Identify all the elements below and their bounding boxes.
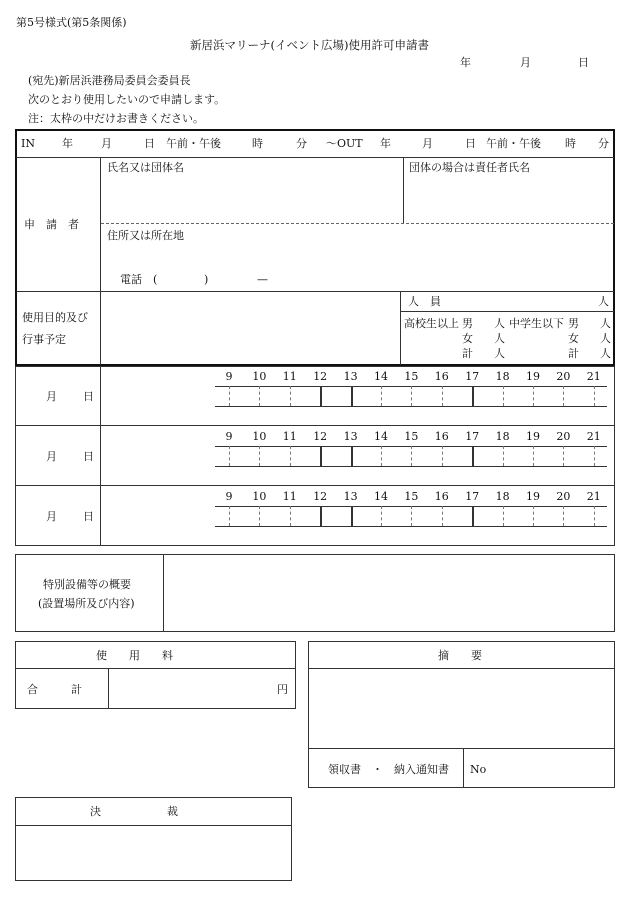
name-field[interactable]: 氏名又は団体名 [107,161,184,174]
note-text: 注：太枠の中だけお書きください。 [28,112,204,125]
people-total-unit: 人 [598,295,609,308]
hour-tick-label: 11 [282,490,297,503]
hour-tick-label: 16 [434,370,449,383]
hour-tick-label: 21 [586,490,601,503]
hour-tick-label: 12 [313,430,328,443]
in-ampm-field[interactable]: 午前・午後 [166,137,221,150]
fee-total-label: 合 計 [27,683,82,696]
hour-tick-label: 19 [526,370,540,383]
address-field[interactable]: 住所又は所在地 [107,229,184,242]
hs-female-label: 女 [462,332,473,345]
page-title: 新居浜マリーナ(イベント広場)使用許可申請書 [190,38,429,52]
out-ampm-field[interactable]: 午前・午後 [486,137,541,150]
js-female-label: 女 [568,332,579,345]
hour-tick-label: 18 [495,370,510,383]
out-hour-field[interactable]: 時 [565,137,576,150]
hs-total-unit: 人 [494,347,505,360]
hs-female-unit: 人 [494,332,505,345]
hour-tick-label: 13 [343,490,358,503]
summary-field[interactable] [310,670,613,747]
time-scale-line [215,406,607,407]
hour-tick-label: 10 [252,430,267,443]
time-scale-line [215,526,607,527]
hour-tick-label: 13 [343,370,358,383]
representative-field[interactable]: 団体の場合は責任者氏名 [409,161,530,174]
hour-tick-label: 11 [282,430,297,443]
people-label: 人 員 [408,295,441,308]
hour-tick-label: 13 [343,430,358,443]
high-school-label: 高校生以上 [404,317,459,330]
time-range-selector[interactable] [215,386,607,406]
receipt-no-label: No [470,763,487,776]
summary-title: 摘 要 [438,649,482,662]
schedule-day-field[interactable]: 日 [83,390,94,403]
purpose-label-1: 使用目的及び [22,311,88,324]
time-range-selector[interactable] [215,446,607,466]
receipt-label: 領収書 ・ 納入通知書 [328,763,449,776]
hour-tick-label: 15 [404,430,419,443]
purpose-label-2: 行事予定 [22,333,66,346]
hs-male-label: 男 [462,317,473,330]
in-year-field[interactable]: 年 [62,137,73,150]
phone-label: 電話 [120,273,142,286]
hour-tick-label: 17 [465,370,480,383]
hour-tick-label: 11 [282,370,297,383]
hour-tick-label: 17 [465,430,480,443]
fee-title: 使 用 料 [96,649,173,662]
hour-tick-label: 9 [225,370,233,383]
js-female-unit: 人 [600,332,611,345]
out-year-field[interactable]: 年 [380,137,391,150]
hour-tick-label: 21 [586,370,601,383]
out-month-field[interactable]: 月 [422,137,433,150]
hour-tick-label: 15 [404,370,419,383]
hour-tick-label: 12 [313,370,328,383]
decision-title: 決 裁 [90,805,178,818]
hour-tick-label: 18 [495,490,510,503]
addressee: (宛先)新居浜港務局委員会委員長 [28,74,191,87]
hour-tick-label: 15 [404,490,419,503]
in-hour-field[interactable]: 時 [252,137,263,150]
time-range-selector[interactable] [215,506,607,526]
schedule-month-field[interactable]: 月 [46,390,57,403]
phone-dash: — [257,273,268,286]
junior-school-label: 中学生以下 [509,317,564,330]
phone-close-paren: ) [204,273,209,286]
js-male-label: 男 [568,317,579,330]
hour-tick-label: 10 [252,370,267,383]
time-scale-line [215,466,607,467]
hour-tick-label: 10 [252,490,267,503]
hour-tick-label: 16 [434,490,449,503]
hour-tick-label: 19 [526,430,540,443]
hour-tick-label: 17 [465,490,480,503]
js-total-unit: 人 [600,347,611,360]
special-equipment-field[interactable] [165,556,613,630]
hour-tick-label: 14 [374,430,388,443]
period-in: IN [21,137,35,150]
form-number: 第5号様式(第5条関係) [16,16,127,29]
applicant-label: 申 請 者 [24,218,79,231]
js-total-label: 計 [568,347,579,360]
hour-tick-label: 18 [495,430,510,443]
out-minute-field[interactable]: 分 [598,137,609,150]
date-year-label: 年 [460,56,471,69]
hour-tick-label: 16 [434,430,449,443]
hour-tick-label: 14 [374,370,388,383]
date-month-label: 月 [520,56,531,69]
hour-tick-label: 9 [225,490,233,503]
out-day-field[interactable]: 日 [465,137,476,150]
special-label-2: (設置場所及び内容) [38,597,135,610]
in-month-field[interactable]: 月 [101,137,112,150]
hour-tick-label: 20 [556,430,571,443]
hour-tick-label: 12 [313,490,328,503]
hour-tick-label: 21 [586,430,601,443]
hour-tick-label: 14 [374,490,388,503]
in-day-field[interactable]: 日 [144,137,155,150]
hour-tick-label: 19 [526,490,540,503]
hs-total-label: 計 [462,347,473,360]
phone-open-paren: ( [153,273,158,286]
schedule-month-field[interactable]: 月 [46,450,57,463]
hour-tick-label: 20 [556,370,571,383]
special-label-1: 特別設備等の概要 [43,578,131,591]
hour-tick-label: 20 [556,490,571,503]
schedule-day-field[interactable]: 日 [83,510,94,523]
fee-yen-unit: 円 [277,683,288,696]
schedule-month-field[interactable]: 月 [46,510,57,523]
hs-male-unit: 人 [494,317,505,330]
hour-tick-label: 9 [225,430,233,443]
intro-text: 次のとおり使用したいので申請します。 [28,93,226,106]
period-out: ～OUT [326,137,363,150]
js-male-unit: 人 [600,317,611,330]
in-minute-field[interactable]: 分 [296,137,307,150]
schedule-day-field[interactable]: 日 [83,450,94,463]
date-day-label: 日 [578,56,589,69]
